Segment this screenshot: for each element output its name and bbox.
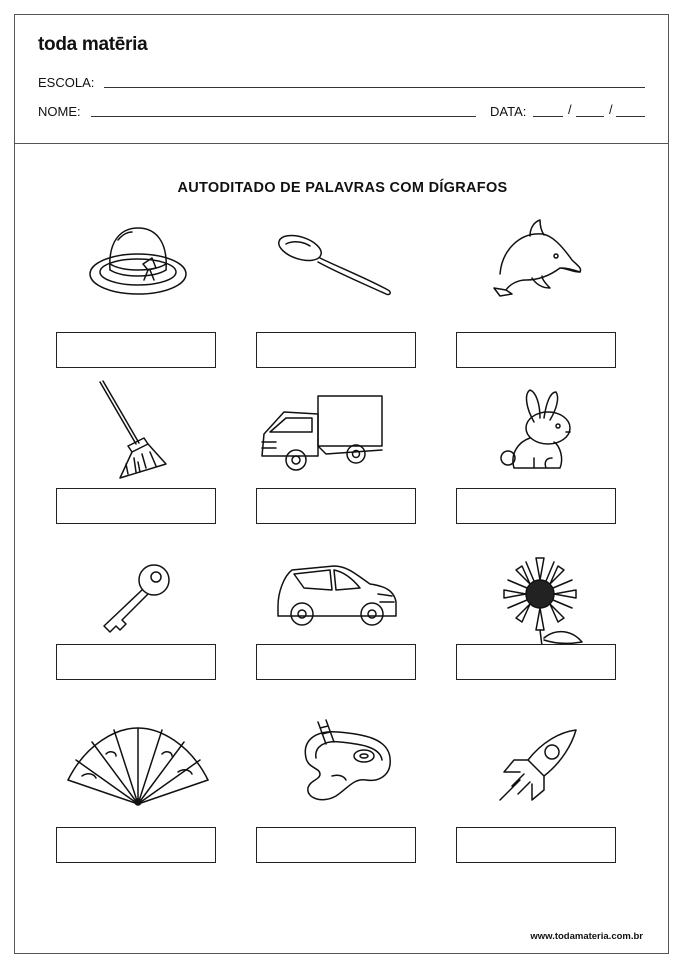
date-separator: / [609,102,613,117]
answer-box[interactable] [56,488,216,524]
dolphin-icon [480,218,584,300]
fan-icon [66,724,210,808]
answer-box[interactable] [256,644,416,680]
broom-icon [96,378,172,484]
rocket-icon [490,726,582,808]
hat-icon [88,222,188,302]
answer-box[interactable] [256,332,416,368]
date-month-field[interactable] [576,116,604,117]
school-field[interactable] [104,87,645,88]
answer-box[interactable] [56,644,216,680]
answer-box[interactable] [456,488,616,524]
school-label: ESCOLA: [38,75,95,90]
answer-box[interactable] [256,827,416,863]
date-label: DATA: [490,104,527,119]
answer-box[interactable] [456,644,616,680]
name-field[interactable] [91,116,476,117]
answer-box[interactable] [256,488,416,524]
date-year-field[interactable] [616,116,645,117]
answer-box[interactable] [56,827,216,863]
pool-icon [298,718,394,802]
header-divider [14,143,669,144]
rabbit-icon [498,388,576,474]
answer-box[interactable] [456,332,616,368]
car-icon [274,562,398,634]
answer-box[interactable] [56,332,216,368]
date-day-field[interactable] [533,116,563,117]
sunflower-icon [486,548,590,648]
footer-url[interactable]: www.todamateria.com.br [530,931,643,942]
date-separator: / [568,102,572,117]
key-icon [98,562,172,636]
page-frame [14,14,669,954]
truck-icon [256,392,386,474]
name-label: NOME: [38,104,81,119]
answer-box[interactable] [456,827,616,863]
brand-logo: toda matēria [38,34,148,55]
spoon-icon [276,232,396,298]
worksheet-title: AUTODITADO DE PALAVRAS COM DÍGRAFOS [177,180,508,196]
